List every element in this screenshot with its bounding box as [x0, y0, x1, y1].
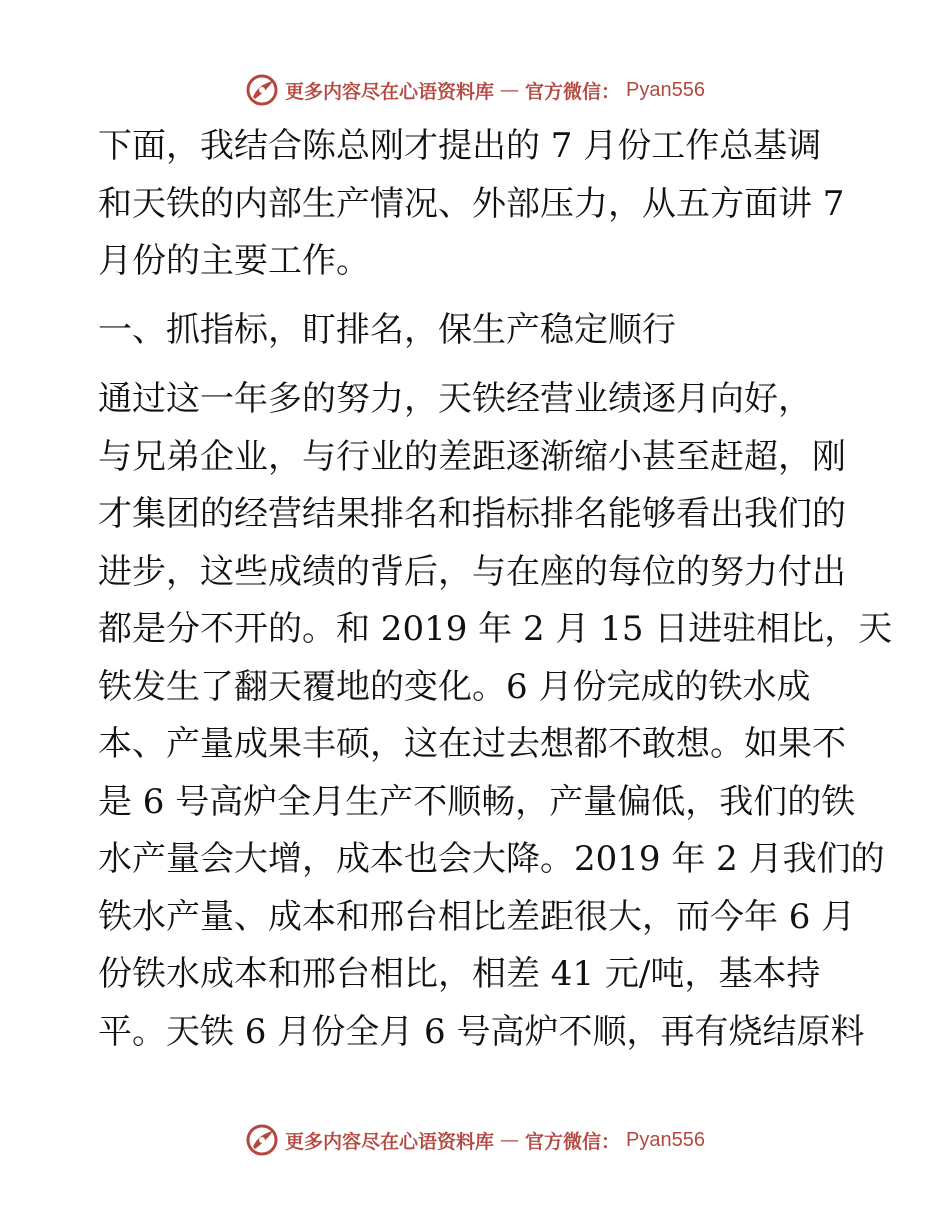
- body-line: 才集团的经营结果排名和指标排名能够看出我们的: [98, 494, 846, 534]
- watermark-text-cn2: 官方微信：: [525, 1130, 621, 1153]
- body-line: 进步，这些成绩的背后，与在座的每位的努力付出: [98, 551, 846, 592]
- body-text: [98, 118, 893, 1061]
- watermark-dash: —: [500, 79, 520, 101]
- body-line: 铁发生了翻天覆地的变化。6 月份完成的铁水成: [98, 666, 811, 707]
- header-watermark: [0, 70, 950, 110]
- body-line: 铁水产量、成本和邢台相比差距很大，而今年 6 月: [98, 896, 856, 937]
- body-line: 都是分不开的。和 2019 年 2 月 15 日进驻相比，天: [98, 609, 893, 649]
- watermark-text-cn: 更多内容尽在心语资料库: [285, 1130, 495, 1153]
- body-line: 和天铁的内部生产情况、外部压力，从五方面讲 7: [98, 183, 845, 224]
- body-line: 与兄弟企业，与行业的差距逐渐缩小甚至赶超，刚: [98, 436, 846, 477]
- section-heading: 一、抓指标，盯排名，保生产稳定顺行: [98, 309, 676, 350]
- footer-watermark: [0, 1120, 950, 1160]
- watermark-text-en: Pyan556: [626, 78, 705, 101]
- logo-icon: [245, 1123, 279, 1157]
- body-line: 份铁水成本和邢台相比，相差 41 元/吨，基本持: [98, 954, 821, 994]
- watermark-dash: —: [500, 1129, 520, 1151]
- body-line: 通过这一年多的努力，天铁经营业绩逐月向好，: [98, 379, 812, 419]
- body-line: 月份的主要工作。: [98, 241, 370, 281]
- body-line: 下面，我结合陈总刚才提出的 7 月份工作总基调: [98, 126, 822, 166]
- body-line: 本、产量成果丰硕，这在过去想都不敢想。如果不: [98, 724, 846, 764]
- watermark-text-en: Pyan556: [626, 1128, 705, 1151]
- body-line: 是 6 号高炉全月生产不顺畅，产量偏低，我们的铁: [98, 781, 856, 822]
- body-line: 水产量会大增，成本也会大降。2019 年 2 月我们的: [98, 839, 885, 879]
- body-line: 平。天铁 6 月份全月 6 号高炉不顺，再有烧结原料: [98, 1011, 865, 1052]
- watermark-text-cn2: 官方微信：: [525, 80, 621, 103]
- watermark-text-cn: 更多内容尽在心语资料库: [285, 80, 495, 103]
- logo-icon: [245, 73, 279, 107]
